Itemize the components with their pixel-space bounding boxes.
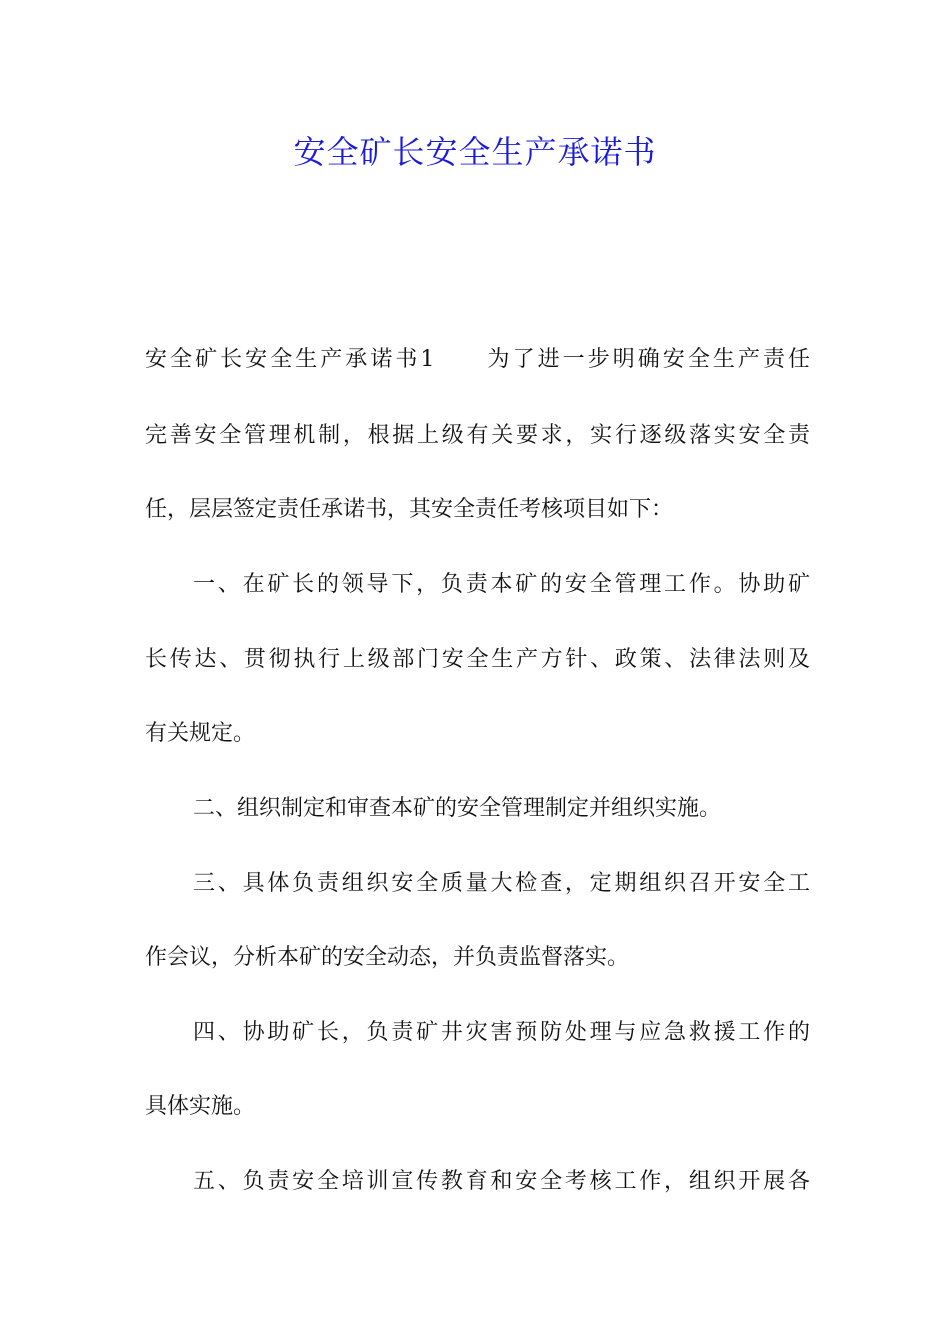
body-line-11: 具体实施。	[145, 1094, 256, 1119]
body-line-10: 四、协助矿长，负责矿井灾害预防处理与应急救援工作的	[193, 1020, 810, 1045]
body-line-9: 作会议，分析本矿的安全动态，并负责监督落实。	[145, 945, 630, 970]
body-line-6: 有关规定。	[145, 721, 256, 746]
document-title: 安全矿长安全生产承诺书	[293, 133, 657, 171]
body-line-8: 三、具体负责组织安全质量大检查，定期组织召开安全工	[193, 871, 810, 896]
body-line-4: 一、在矿长的领导下，负责本矿的安全管理工作。协助矿	[193, 572, 810, 597]
body-line-5: 长传达、贯彻执行上级部门安全生产方针、政策、法律法则及	[145, 647, 810, 672]
body-line-2: 完善安全管理机制，根据上级有关要求，实行逐级落实安全责	[145, 423, 810, 448]
body-line-3: 任，层层签定责任承诺书，其安全责任考核项目如下：	[145, 497, 674, 522]
body-line-12: 五、负责安全培训宣传教育和安全考核工作，组织开展各	[193, 1169, 810, 1194]
body-line-7: 二、组织制定和审查本矿的安全管理制定并组织实施。	[193, 796, 722, 821]
body-line-1: 安全矿长安全生产承诺书1 为了进一步明确安全生产责任	[145, 347, 810, 372]
